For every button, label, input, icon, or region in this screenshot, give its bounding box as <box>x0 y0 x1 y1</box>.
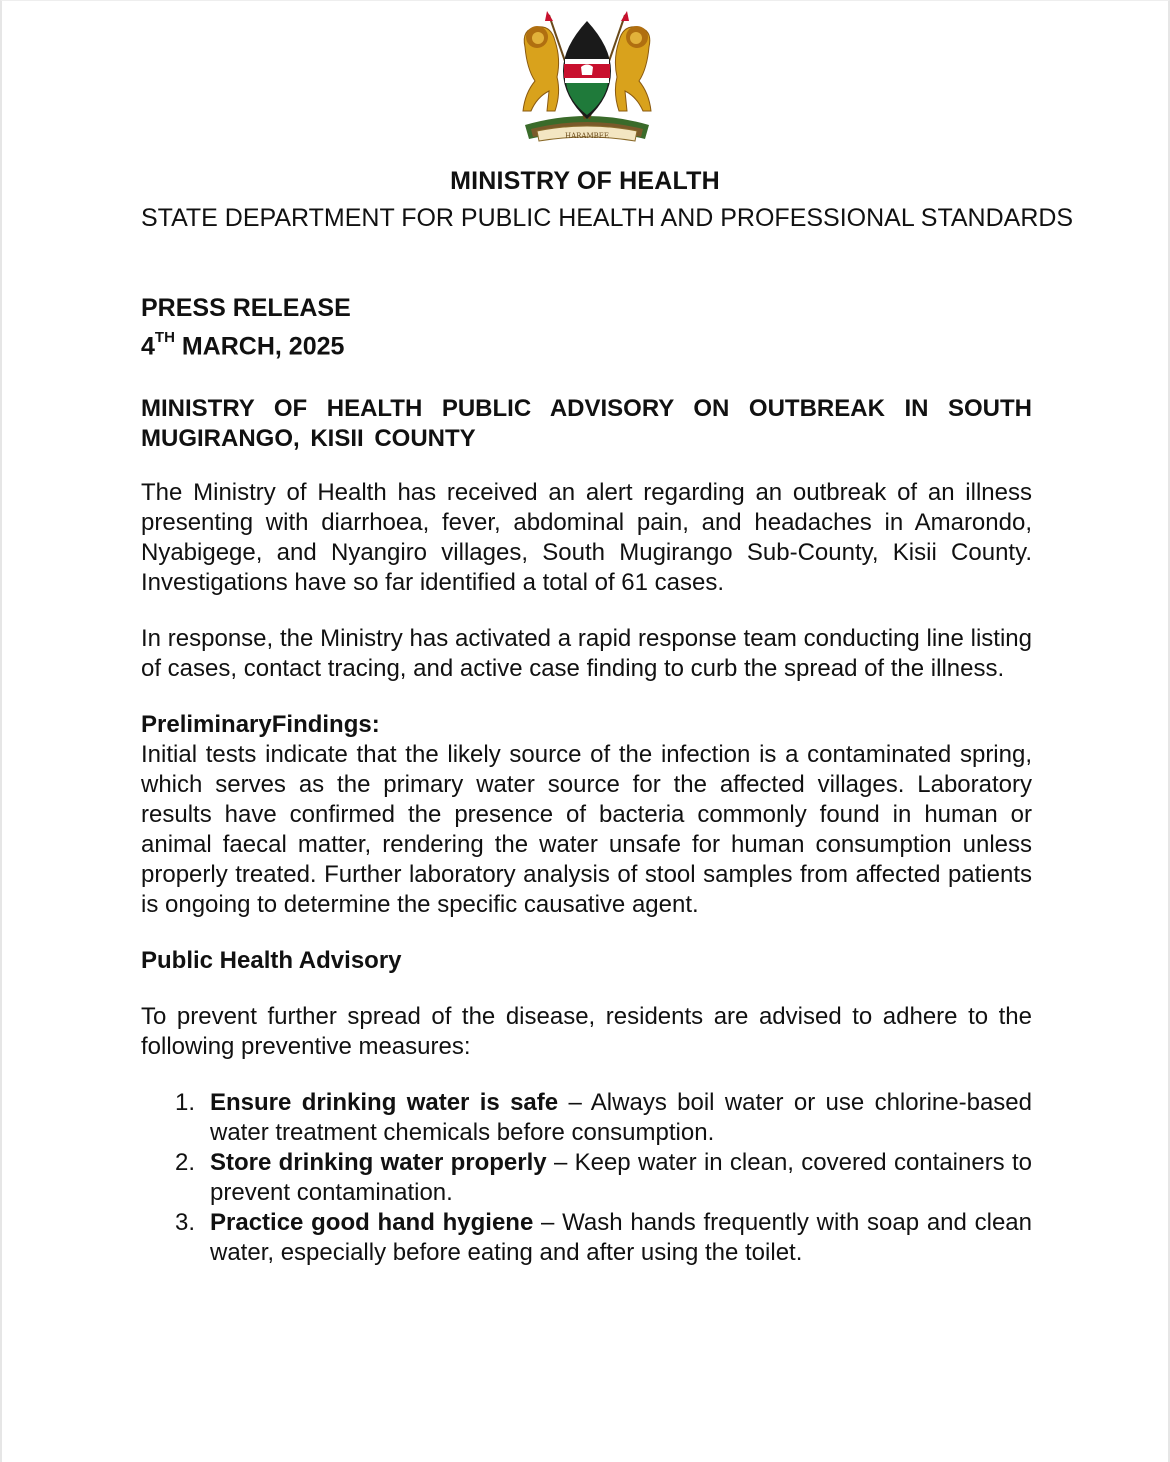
advisory-heading: Public Health Advisory <box>141 947 402 974</box>
list-item <box>175 1148 1033 1208</box>
crest-motto: HARAMBEE <box>564 132 610 140</box>
list-item-title: Practice good hand hygiene <box>210 1209 534 1236</box>
list-item-number: 1. <box>175 1089 196 1116</box>
findings-heading: PreliminaryFindings: <box>141 711 380 738</box>
kenya-coat-of-arms-icon <box>507 7 667 149</box>
paragraph-alert: The Ministry of Health has received an alert regarding an outbreak of an illness presenting with diarrhoea, fever, abdominal pain, and headaches in Amarondo, Nyabigege, and Nyangiro villages, South Mugirango Sub-County, Kisii County. Investigations have so far identified a total of 61 cases. <box>141 479 1032 596</box>
list-item-text: – Always boil water or use chlorine-based water treatment chemicals before consumption. <box>210 1089 1032 1146</box>
list-item <box>175 1088 1032 1148</box>
list-item-text: – Wash hands frequently with soap and clean water, especially before eating and after using the toilet. <box>210 1209 1032 1266</box>
ministry-title: MINISTRY OF HEALTH <box>450 167 720 195</box>
date-rest: MARCH, 2025 <box>174 332 345 361</box>
press-release-date <box>141 329 345 361</box>
date-suffix: TH <box>154 329 175 346</box>
advisory-intro: To prevent further spread of the disease, residents are advised to adhere to the following preventive measures: <box>141 1003 1032 1060</box>
date-day: 4 <box>141 332 155 361</box>
paragraph-response: In response, the Ministry has activated a rapid response team conducting line listing of cases, contact tracing, and active case finding to curb the spread of the illness. <box>141 625 1032 682</box>
list-item-title: Store drinking water properly <box>210 1149 547 1176</box>
list-item-number: 3. <box>175 1209 196 1236</box>
list-item <box>175 1208 1032 1268</box>
list-item-title: Ensure drinking water is safe <box>210 1089 559 1116</box>
list-item-text: – Keep water in clean, covered containers to prevent contamination. <box>210 1149 1033 1206</box>
list-item-number: 2. <box>175 1149 196 1176</box>
preventive-measures-list <box>141 1088 1032 1268</box>
release-headline: MINISTRY OF HEALTH PUBLIC ADVISORY ON OUTBREAK IN SOUTH MUGIRANGO, KISII COUNTY <box>141 395 1032 452</box>
department-title: STATE DEPARTMENT FOR PUBLIC HEALTH AND PROFESSIONAL STANDARDS <box>141 204 1074 232</box>
release-body <box>141 394 1032 1268</box>
findings-text: Initial tests indicate that the likely source of the infection is a contaminated spring, which serves as the primary water source for the affected villages. Laboratory results have confirmed the presence of bacteria commonly found in human or animal faecal matter, rendering the water unsafe for human consumption unless properly treated. Further laboratory analysis of stool samples from affected patients is ongoing to determine the specific causative agent. <box>141 741 1032 918</box>
press-release-label: PRESS RELEASE <box>141 294 351 322</box>
